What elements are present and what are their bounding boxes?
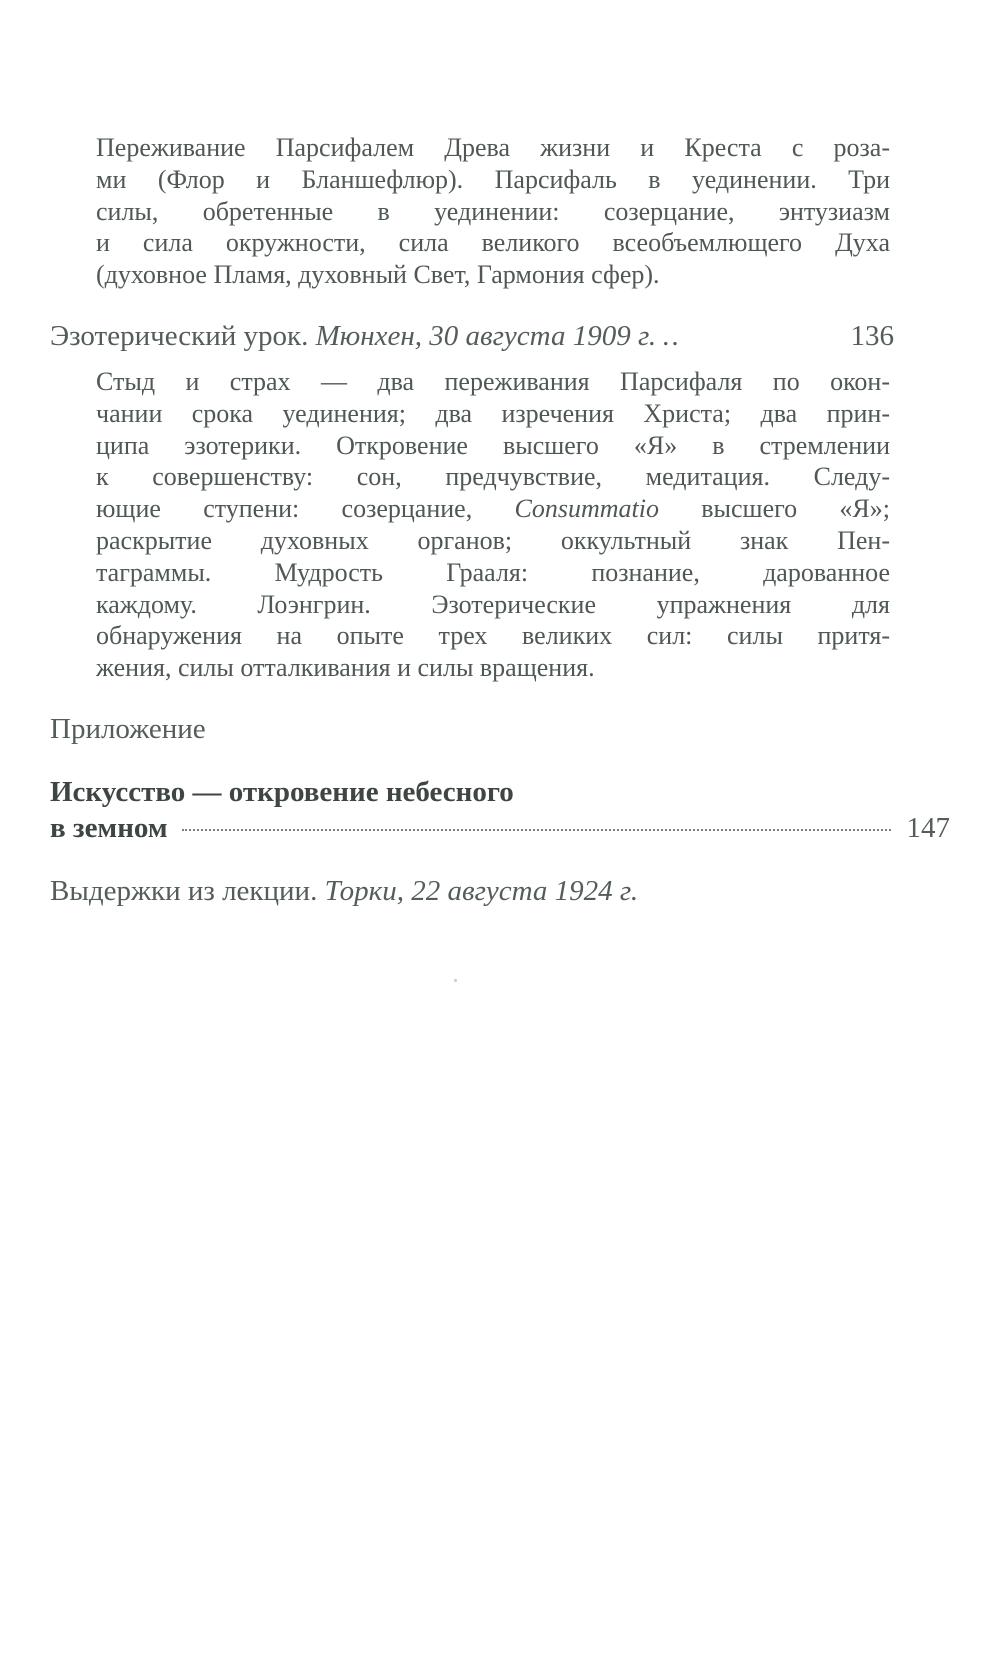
summary-line: (духовное Пламя, духовный Свет, Гармония сфер). bbox=[96, 260, 660, 290]
summary-line-end: высшего «Я»; bbox=[658, 494, 890, 524]
summary-line: к совершенству: сон, предчувствие, медитация. Следу- bbox=[96, 462, 890, 492]
toc-leader-dots bbox=[182, 828, 891, 831]
paper-speck bbox=[454, 979, 457, 982]
summary-line: раскрытие духовных органов; оккультный знак Пен- bbox=[96, 525, 890, 555]
summary-line-start: ющие ступени: созерцание, bbox=[96, 494, 515, 524]
toc-entry-title-text: Выдержки из лекции. bbox=[50, 875, 318, 907]
summary-line: каждому. Лоэнгрин. Эзотерические упражнения для bbox=[96, 589, 890, 619]
summary-line-italic: Consummatio bbox=[514, 494, 659, 524]
summary-line: Стыд и страх — два переживания Парсифаля по окон- bbox=[96, 367, 890, 396]
summary-line: жения, силы отталкивания и силы вращения. bbox=[96, 653, 595, 683]
summary-line: обнаружения на опыте трех великих сил: силы притя- bbox=[96, 621, 890, 651]
summary-line: чании срока уединения; два изречения Христа; два прин- bbox=[96, 398, 890, 428]
toc-entry-esoteric-lesson[interactable] bbox=[50, 319, 894, 353]
section-heading-appendix: Приложение bbox=[50, 713, 206, 745]
toc-entry-art[interactable] bbox=[50, 774, 950, 846]
summary-line: ми (Флор и Бланшефлюр). Парсифаль в уединении. Три bbox=[96, 164, 890, 194]
summary-line: таграммы. Мудрость Грааля: познание, дарованное bbox=[96, 557, 890, 587]
toc-entry-art-row2 bbox=[50, 810, 950, 846]
toc-entry-excerpt[interactable] bbox=[50, 874, 638, 908]
toc-page-number: 136 bbox=[850, 320, 894, 352]
toc-page-number: 147 bbox=[906, 812, 950, 844]
summary-esoteric-lesson bbox=[96, 366, 890, 684]
toc-entry-title bbox=[50, 319, 681, 353]
toc-entry-art-title-line1: Искусство — откровение небесного bbox=[50, 776, 514, 808]
toc-leader-dots: .. bbox=[662, 320, 681, 352]
summary-line: ципа эзотерики. Откровение высшего «Я» в стремлении bbox=[96, 430, 890, 460]
toc-entry-art-title-line2: в земном bbox=[50, 812, 168, 844]
summary-parsifal-solitude bbox=[96, 132, 890, 291]
summary-line: и сила окружности, сила великого всеобъемлющего Духа bbox=[96, 228, 890, 258]
toc-entry-place-date: Мюнхен, 30 августа 1909 г. bbox=[315, 320, 657, 352]
toc-entry-title-text: Эзотерический урок. bbox=[50, 320, 309, 352]
summary-line: силы, обретенные в уединении: созерцание, энтузиазм bbox=[96, 196, 890, 226]
summary-line: Переживание Парсифалем Древа жизни и Креста с роза- bbox=[96, 133, 890, 162]
toc-entry-place-date: Торки, 22 августа 1924 г. bbox=[324, 875, 639, 907]
summary-line bbox=[96, 493, 890, 525]
